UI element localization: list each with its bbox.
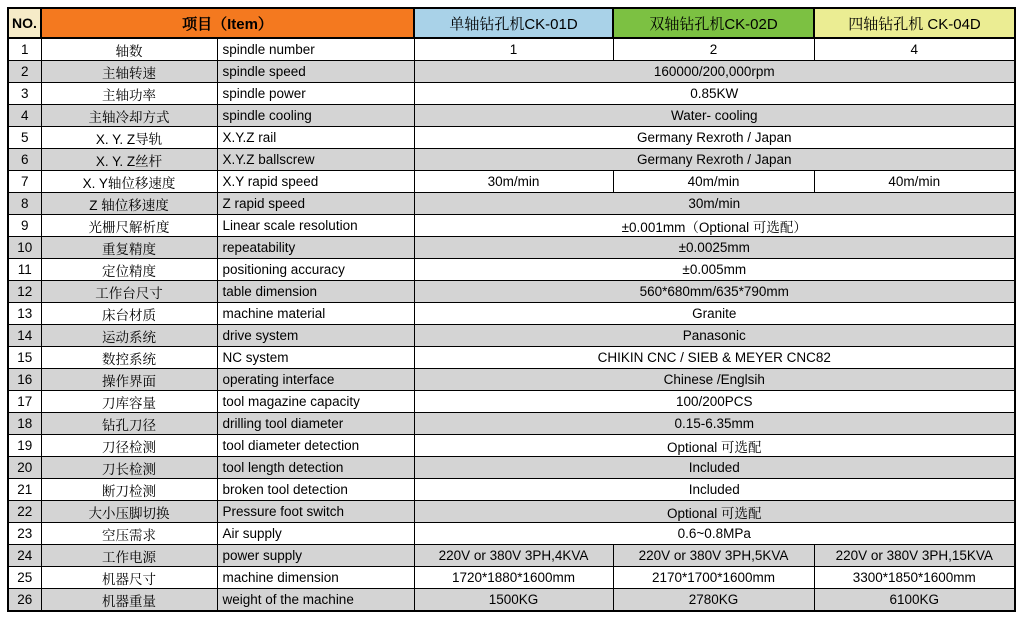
item-en-cell: machine material: [217, 303, 414, 325]
item-cn-cell: 光栅尺解析度: [41, 215, 217, 237]
header-item-cell: 项目（Item）: [41, 8, 414, 38]
table-row: [8, 545, 1015, 567]
item-en-cell: X.Y.Z rail: [217, 127, 414, 149]
item-cn-cell: 钻孔刀径: [41, 413, 217, 435]
value-cell: 220V or 380V 3PH,5KVA: [613, 545, 814, 567]
table-row: [8, 127, 1015, 149]
item-en-cell: drive system: [217, 325, 414, 347]
value-cell-merged: Chinese /Englsih: [414, 369, 1015, 391]
item-en-cell: table dimension: [217, 281, 414, 303]
item-cn-cell: 工作电源: [41, 545, 217, 567]
row-number-cell: 9: [8, 215, 41, 237]
value-cell: 220V or 380V 3PH,4KVA: [414, 545, 613, 567]
value-cell-merged: Optional 可选配: [414, 501, 1015, 523]
row-number-cell: 1: [8, 38, 41, 61]
value-cell-merged: Panasonic: [414, 325, 1015, 347]
header-machine-ck02d-cell: 双轴钻孔机CK-02D: [613, 8, 814, 38]
item-cn-cell: 床台材质: [41, 303, 217, 325]
item-en-cell: positioning accuracy: [217, 259, 414, 281]
table-row: [8, 237, 1015, 259]
item-en-cell: tool length detection: [217, 457, 414, 479]
item-cn-cell: 工作台尺寸: [41, 281, 217, 303]
row-number-cell: 20: [8, 457, 41, 479]
table-row: [8, 413, 1015, 435]
table-row: [8, 303, 1015, 325]
row-number-cell: 2: [8, 61, 41, 83]
item-cn-cell: 刀径检测: [41, 435, 217, 457]
item-cn-cell: 断刀检测: [41, 479, 217, 501]
row-number-cell: 4: [8, 105, 41, 127]
row-number-cell: 22: [8, 501, 41, 523]
row-number-cell: 24: [8, 545, 41, 567]
row-number-cell: 10: [8, 237, 41, 259]
value-cell-merged: ±0.001mm（Optional 可选配）: [414, 215, 1015, 237]
header-machine-ck04d-cell: 四轴钻孔机 CK-04D: [814, 8, 1015, 38]
value-cell-merged: 0.6~0.8MPa: [414, 523, 1015, 545]
table-row: [8, 369, 1015, 391]
item-en-cell: operating interface: [217, 369, 414, 391]
table-row: [8, 193, 1015, 215]
table-row: [8, 435, 1015, 457]
item-cn-cell: 刀库容量: [41, 391, 217, 413]
value-cell: 40m/min: [814, 171, 1015, 193]
row-number-cell: 17: [8, 391, 41, 413]
row-number-cell: 25: [8, 567, 41, 589]
row-number-cell: 15: [8, 347, 41, 369]
value-cell-merged: ±0.005mm: [414, 259, 1015, 281]
value-cell: 2: [613, 38, 814, 61]
item-cn-cell: 数控系统: [41, 347, 217, 369]
value-cell-merged: 0.85KW: [414, 83, 1015, 105]
item-cn-cell: 刀长检测: [41, 457, 217, 479]
table-row: [8, 149, 1015, 171]
value-cell-merged: Germany Rexroth / Japan: [414, 127, 1015, 149]
row-number-cell: 3: [8, 83, 41, 105]
item-en-cell: power supply: [217, 545, 414, 567]
table-row: [8, 391, 1015, 413]
table-row: [8, 479, 1015, 501]
item-en-cell: machine dimension: [217, 567, 414, 589]
value-cell: 2170*1700*1600mm: [613, 567, 814, 589]
table-row: [8, 215, 1015, 237]
item-en-cell: X.Y rapid speed: [217, 171, 414, 193]
row-number-cell: 11: [8, 259, 41, 281]
item-en-cell: X.Y.Z ballscrew: [217, 149, 414, 171]
item-en-cell: spindle cooling: [217, 105, 414, 127]
item-en-cell: tool magazine capacity: [217, 391, 414, 413]
value-cell: 4: [814, 38, 1015, 61]
row-number-cell: 26: [8, 589, 41, 612]
table-row: [8, 347, 1015, 369]
table-row: [8, 171, 1015, 193]
value-cell-merged: Granite: [414, 303, 1015, 325]
value-cell: 220V or 380V 3PH,15KVA: [814, 545, 1015, 567]
item-en-cell: spindle power: [217, 83, 414, 105]
table-row: [8, 61, 1015, 83]
item-en-cell: spindle number: [217, 38, 414, 61]
item-en-cell: Pressure foot switch: [217, 501, 414, 523]
spec-table: [7, 7, 1016, 612]
row-number-cell: 19: [8, 435, 41, 457]
value-cell-merged: 30m/min: [414, 193, 1015, 215]
value-cell: 40m/min: [613, 171, 814, 193]
value-cell-merged: 560*680mm/635*790mm: [414, 281, 1015, 303]
item-en-cell: tool diameter detection: [217, 435, 414, 457]
item-cn-cell: 主轴功率: [41, 83, 217, 105]
table-row: [8, 567, 1015, 589]
item-cn-cell: 操作界面: [41, 369, 217, 391]
spec-table-header: [8, 8, 1015, 38]
row-number-cell: 14: [8, 325, 41, 347]
value-cell: 1: [414, 38, 613, 61]
header-no-cell: NO.: [8, 8, 41, 38]
table-row: [8, 38, 1015, 61]
value-cell-merged: Included: [414, 457, 1015, 479]
item-en-cell: broken tool detection: [217, 479, 414, 501]
table-row: [8, 105, 1015, 127]
item-cn-cell: 大小压脚切换: [41, 501, 217, 523]
item-cn-cell: 机器尺寸: [41, 567, 217, 589]
table-row: [8, 281, 1015, 303]
table-row: [8, 501, 1015, 523]
item-en-cell: NC system: [217, 347, 414, 369]
row-number-cell: 18: [8, 413, 41, 435]
value-cell-merged: 0.15-6.35mm: [414, 413, 1015, 435]
value-cell: 30m/min: [414, 171, 613, 193]
header-machine-ck01d-cell: 单轴钻孔机CK-01D: [414, 8, 613, 38]
value-cell-merged: Germany Rexroth / Japan: [414, 149, 1015, 171]
table-row: [8, 523, 1015, 545]
value-cell-merged: CHIKIN CNC / SIEB & MEYER CNC82: [414, 347, 1015, 369]
item-cn-cell: 定位精度: [41, 259, 217, 281]
item-en-cell: spindle speed: [217, 61, 414, 83]
spec-table-body: [8, 38, 1015, 611]
item-cn-cell: 机器重量: [41, 589, 217, 612]
item-cn-cell: 空压需求: [41, 523, 217, 545]
value-cell: 6100KG: [814, 589, 1015, 612]
table-row: [8, 325, 1015, 347]
table-row: [8, 457, 1015, 479]
table-row: [8, 259, 1015, 281]
value-cell: 1500KG: [414, 589, 613, 612]
item-cn-cell: 轴数: [41, 38, 217, 61]
header-row: [8, 8, 1015, 38]
value-cell-merged: Water- cooling: [414, 105, 1015, 127]
value-cell: 1720*1880*1600mm: [414, 567, 613, 589]
row-number-cell: 13: [8, 303, 41, 325]
row-number-cell: 8: [8, 193, 41, 215]
value-cell: 2780KG: [613, 589, 814, 612]
table-row: [8, 83, 1015, 105]
item-cn-cell: X. Y. Z导轨: [41, 127, 217, 149]
row-number-cell: 7: [8, 171, 41, 193]
row-number-cell: 12: [8, 281, 41, 303]
item-cn-cell: 主轴冷却方式: [41, 105, 217, 127]
value-cell: 3300*1850*1600mm: [814, 567, 1015, 589]
value-cell-merged: Optional 可选配: [414, 435, 1015, 457]
value-cell-merged: 100/200PCS: [414, 391, 1015, 413]
item-cn-cell: 运动系统: [41, 325, 217, 347]
item-en-cell: repeatability: [217, 237, 414, 259]
item-en-cell: Air supply: [217, 523, 414, 545]
item-cn-cell: 重复精度: [41, 237, 217, 259]
table-row: [8, 589, 1015, 612]
item-cn-cell: X. Y. Z丝杆: [41, 149, 217, 171]
item-cn-cell: Z 轴位移速度: [41, 193, 217, 215]
row-number-cell: 21: [8, 479, 41, 501]
row-number-cell: 6: [8, 149, 41, 171]
item-en-cell: Linear scale resolution: [217, 215, 414, 237]
value-cell-merged: 160000/200,000rpm: [414, 61, 1015, 83]
item-en-cell: Z rapid speed: [217, 193, 414, 215]
row-number-cell: 5: [8, 127, 41, 149]
item-en-cell: weight of the machine: [217, 589, 414, 612]
row-number-cell: 23: [8, 523, 41, 545]
value-cell-merged: ±0.0025mm: [414, 237, 1015, 259]
row-number-cell: 16: [8, 369, 41, 391]
item-cn-cell: X. Y轴位移速度: [41, 171, 217, 193]
item-cn-cell: 主轴转速: [41, 61, 217, 83]
item-en-cell: drilling tool diameter: [217, 413, 414, 435]
value-cell-merged: Included: [414, 479, 1015, 501]
